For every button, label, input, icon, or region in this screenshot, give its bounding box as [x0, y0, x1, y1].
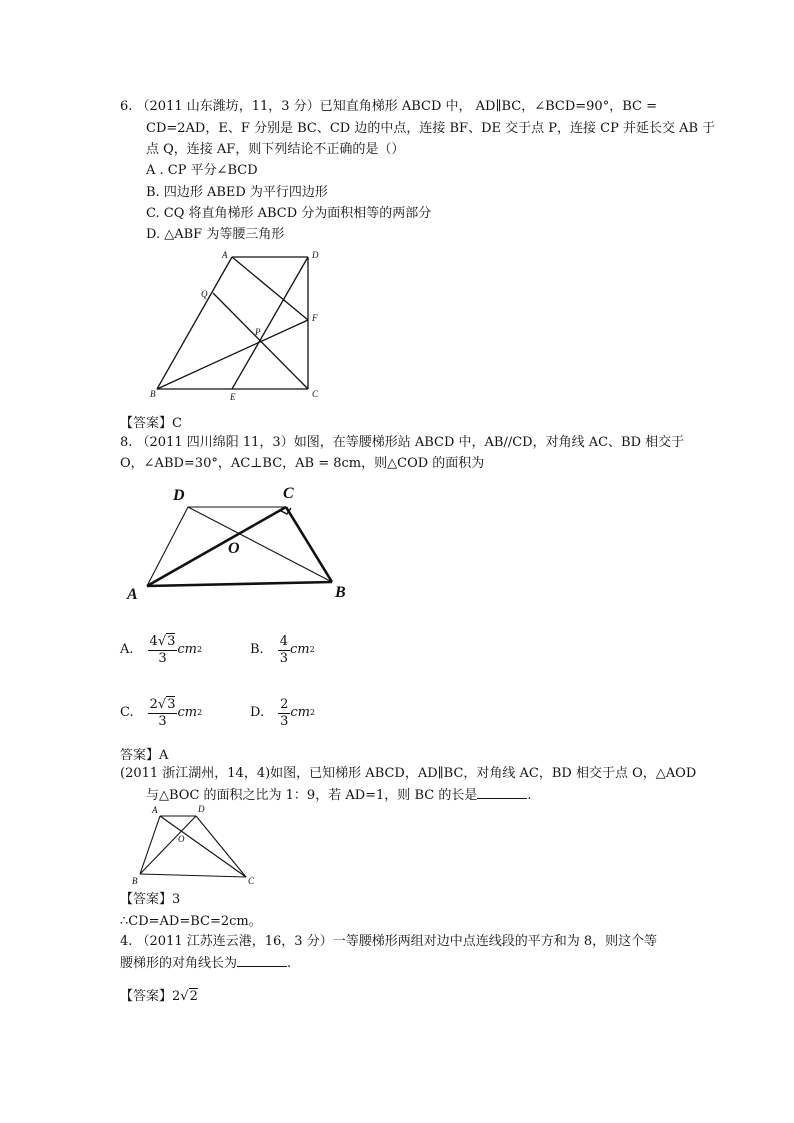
- q6-stem-line-1: 6. （2011 山东潍坊，11，3 分）已知直角梯形 ABCD 中， AD∥BC，∠BCD=90°，BC =: [120, 99, 657, 114]
- q4-answer: 【答案】2√2: [120, 989, 198, 1004]
- q8-option-a-unit: cm: [177, 642, 197, 657]
- q4-answer-coef: 2: [172, 989, 181, 1004]
- q8-option-c-coef: 2: [149, 696, 158, 712]
- q8-option-a-coef: 4: [149, 633, 158, 649]
- huzhou-answer-blank: [477, 786, 527, 799]
- huzhou-label-o: O: [178, 834, 185, 844]
- q8-option-c-unit: cm: [177, 705, 198, 720]
- q6-label-a: A: [222, 250, 228, 260]
- q8-answer: 答案】A: [120, 748, 169, 763]
- q8-label-d: D: [173, 487, 185, 504]
- q8-option-c-letter: C.: [120, 705, 134, 720]
- huzhou-label-a: A: [152, 805, 158, 815]
- q4-stem-line-2: [120, 954, 291, 974]
- q6-option-b: B. 四边形 ABED 为平行四边形: [146, 185, 328, 200]
- q8-option-d: [250, 689, 315, 737]
- q4-stem-line-1: 4. （2011 江苏连云港，16，3 分）一等腰梯形两组对边中点连线段的平方和为 8，则这个等: [120, 934, 658, 949]
- q8-option-d-fraction: [278, 697, 290, 730]
- q4-answer-prefix: 【答案】: [120, 989, 173, 1004]
- q8-option-a-letter: A.: [120, 642, 134, 657]
- q8-option-b-denominator: 3: [279, 650, 288, 666]
- q8-option-b-unit: cm: [289, 642, 310, 657]
- q8-option-c-exponent: 2: [197, 708, 203, 717]
- q8-option-b-letter: B.: [250, 642, 264, 657]
- q6-stem-line-3: 点 Q，连接 AF，则下列结论不正确的是（）: [146, 142, 405, 157]
- q4-answer-radicand: 2: [189, 989, 198, 1004]
- huzhou-answer: 【答案】3: [120, 892, 181, 907]
- huzhou-stem-line-2-text: 与△BOC 的面积之比为 1：9，若 AD=1，则 BC 的长是: [146, 788, 478, 803]
- q4-stem-line-2-text: 腰梯形的对角线长为: [120, 956, 238, 971]
- q8-option-a-fraction: $\frac{4√3}{3}$: [149, 633, 176, 666]
- q8-option-c-fraction: $\frac{2√3}{3}$: [149, 696, 176, 729]
- huzhou-stem-line-2-end: .: [527, 788, 532, 803]
- huzhou-label-b: B: [132, 876, 138, 886]
- q8-label-b: B: [335, 584, 346, 601]
- huzhou-label-d: D: [198, 804, 205, 814]
- q4-stem-line-2-end: .: [287, 956, 292, 971]
- huzhou-note: ∴CD=AD=BC=2cm。: [120, 914, 262, 929]
- q8-option-c-radicand: 3: [167, 696, 176, 712]
- q8-trapezoid-figure: [120, 478, 360, 603]
- q8-option-d-unit: cm: [290, 705, 310, 720]
- q6-label-b: B: [150, 389, 156, 399]
- q6-label-e: E: [230, 392, 236, 402]
- q6-label-c: C: [312, 389, 319, 399]
- q8-option-d-denominator: 3: [280, 713, 289, 729]
- q8-option-c-denominator: 3: [158, 713, 167, 729]
- q8-option-a-radicand: 3: [167, 633, 176, 649]
- q8-option-a-exponent: 2: [197, 645, 203, 654]
- huzhou-stem-line-1: (2011 浙江湖州，14，4)如图，已知梯形 ABCD，AD∥BC，对角线 AC，BD 相交于点 O，△AOD: [120, 766, 697, 781]
- q8-label-a: A: [127, 586, 138, 603]
- q8-option-b-exponent: 2: [309, 645, 315, 654]
- q6-label-p: P: [255, 327, 261, 337]
- q8-option-b: [250, 626, 315, 674]
- q6-option-a: A . CP 平分∠BCD: [146, 163, 258, 178]
- huzhou-label-c: C: [248, 876, 255, 886]
- q8-option-a: [120, 626, 202, 674]
- q6-trapezoid-figure: [140, 245, 340, 410]
- q4-answer-blank: [237, 954, 287, 967]
- q8-option-b-fraction: [278, 634, 290, 667]
- q6-stem-line-2: CD=2AD，E、F 分别是 BC、CD 边的中点，连接 BF、DE 交于点 P，连接 CP 并延长交 AB 于: [146, 121, 716, 136]
- q8-option-a-denominator: 3: [158, 650, 167, 666]
- q8-option-d-letter: D.: [250, 705, 265, 720]
- q8-stem-line-2: O，∠ABD=30°，AC⊥BC，AB = 8cm，则△COD 的面积为: [120, 456, 485, 471]
- q8-label-c: C: [283, 485, 294, 502]
- q6-option-c: C. CQ 将直角梯形 ABCD 分为面积相等的两部分: [146, 206, 432, 221]
- huzhou-trapezoid-figure: [125, 800, 265, 890]
- q6-label-q: Q: [201, 289, 208, 299]
- q8-stem-line-1: 8. （2011 四川绵阳 11，3）如图，在等腰梯形站 ABCD 中，AB//CD，对角线 AC、BD 相交于: [120, 435, 685, 450]
- q8-option-d-exponent: 2: [309, 708, 316, 717]
- q6-answer: 【答案】C: [120, 416, 182, 431]
- q8-label-o: O: [228, 540, 240, 557]
- q6-label-d: D: [312, 250, 319, 260]
- q6-option-d: D. △ABF 为等腰三角形: [146, 227, 285, 242]
- q8-option-b-numerator: 4: [279, 633, 288, 649]
- q6-label-f: F: [312, 313, 318, 323]
- q8-option-d-numerator: 2: [280, 696, 289, 712]
- q8-option-c: [120, 689, 202, 737]
